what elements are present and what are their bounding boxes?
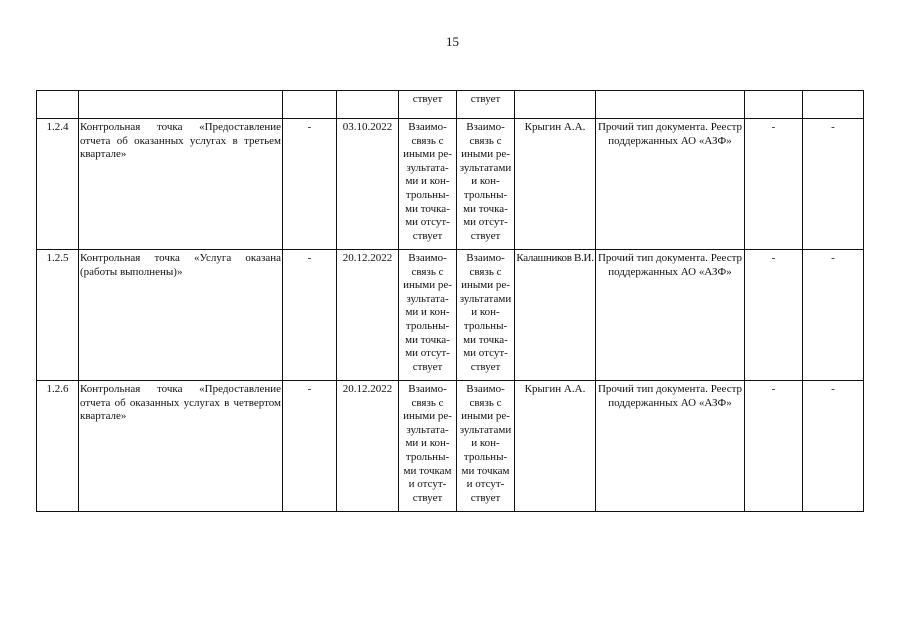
- responsible: [515, 119, 596, 250]
- col10-text: -: [831, 252, 835, 264]
- col9-value: [745, 119, 803, 250]
- table-cell: [457, 91, 515, 119]
- link-next: [457, 119, 515, 250]
- link-next: [457, 250, 515, 381]
- start-date: [283, 119, 337, 250]
- responsible-text: Крыгин А.А.: [524, 383, 586, 395]
- end-date: [337, 119, 399, 250]
- col9-text: -: [771, 121, 776, 133]
- control-point-name: [79, 381, 283, 512]
- control-point-name-text: Контрольная точка «Услуга оказана (работы выполнены)»: [80, 252, 281, 278]
- col9-text: -: [771, 252, 776, 264]
- end-date-text: 03.10.2022: [342, 121, 393, 133]
- document-type: [596, 381, 745, 512]
- control-point-name-text: Контрольная точка «Предоставление отчета об оказанных услугах в третьем квартале»: [80, 121, 281, 161]
- table-cell: [803, 91, 864, 119]
- row-number: [37, 381, 79, 512]
- row-number: [37, 250, 79, 381]
- table-cell: [596, 91, 745, 119]
- table-row: [37, 119, 864, 250]
- table-cell: [37, 91, 79, 119]
- link-next-text: ствует: [470, 93, 501, 105]
- col10-value: [803, 250, 864, 381]
- table-cell: [515, 91, 596, 119]
- row-number-text: 1.2.6: [46, 383, 69, 395]
- end-date: [337, 381, 399, 512]
- link-prev-text: Взаимо- связь с иными ре- зультата- ми и кон- трольны- ми точка- ми отсут- ствует: [403, 252, 452, 373]
- col10-text: -: [831, 383, 835, 395]
- col9-text: -: [771, 383, 776, 395]
- start-date: [283, 250, 337, 381]
- table-cell: [745, 91, 803, 119]
- table-cell: [283, 91, 337, 119]
- document-type-text: Прочий тип документа. Реестр поддержанных АО «АЗФ»: [597, 252, 743, 278]
- end-date: [337, 250, 399, 381]
- row-number-text: 1.2.4: [46, 121, 69, 133]
- end-date-text: 20.12.2022: [342, 252, 393, 264]
- col10-value: [803, 119, 864, 250]
- control-point-name-text: Контрольная точка «Предоставление отчета об оказанных услугах в четвертом квартале»: [80, 383, 281, 423]
- end-date-text: 20.12.2022: [342, 383, 393, 395]
- link-prev: [399, 381, 457, 512]
- table-continuation-row: [37, 91, 864, 119]
- responsible-text: Калашников В.И.: [516, 252, 594, 264]
- link-prev: [399, 250, 457, 381]
- document-type: [596, 119, 745, 250]
- link-next-text: Взаимо- связь с иными ре- зультатами и кон- трольны- ми точка- ми отсут- ствует: [459, 252, 512, 373]
- control-point-name: [79, 250, 283, 381]
- col10-text: -: [831, 121, 835, 133]
- link-next-text: Взаимо- связь с иными ре- зультатами и кон- трольны- ми точка- ми отсут- ствует: [459, 121, 512, 242]
- page-number: 15: [446, 34, 459, 49]
- table-cell: [399, 91, 457, 119]
- table-cell: [79, 91, 283, 119]
- col9-value: [745, 250, 803, 381]
- document-type-text: Прочий тип документа. Реестр поддержанных АО «АЗФ»: [597, 121, 743, 147]
- start-date-text: -: [307, 252, 312, 264]
- document-type-text: Прочий тип документа. Реестр поддержанных АО «АЗФ»: [597, 383, 743, 409]
- table-row: [37, 381, 864, 512]
- col10-value: [803, 381, 864, 512]
- link-prev: [399, 119, 457, 250]
- col9-value: [745, 381, 803, 512]
- responsible: [515, 381, 596, 512]
- control-point-name: [79, 119, 283, 250]
- document-type: [596, 250, 745, 381]
- link-next-text: Взаимо- связь с иными ре- зультатами и кон- трольны- ми точкам и отсут- ствует: [459, 383, 512, 504]
- responsible-text: Крыгин А.А.: [524, 121, 586, 133]
- table-row: [37, 250, 864, 381]
- link-prev-text: Взаимо- связь с иными ре- зультата- ми и кон- трольны- ми точка- ми отсут- ствует: [403, 121, 452, 242]
- link-next: [457, 381, 515, 512]
- start-date-text: -: [307, 383, 312, 395]
- start-date: [283, 381, 337, 512]
- start-date-text: -: [307, 121, 312, 133]
- control-points-table: [36, 90, 864, 512]
- row-number-text: 1.2.5: [46, 252, 69, 264]
- link-prev-text: ствует: [412, 93, 443, 105]
- responsible: [515, 250, 596, 381]
- link-prev-text: Взаимо- связь с иными ре- зультата- ми и кон- трольны- ми точкам и отсут- ствует: [403, 383, 452, 504]
- table-cell: [337, 91, 399, 119]
- row-number: [37, 119, 79, 250]
